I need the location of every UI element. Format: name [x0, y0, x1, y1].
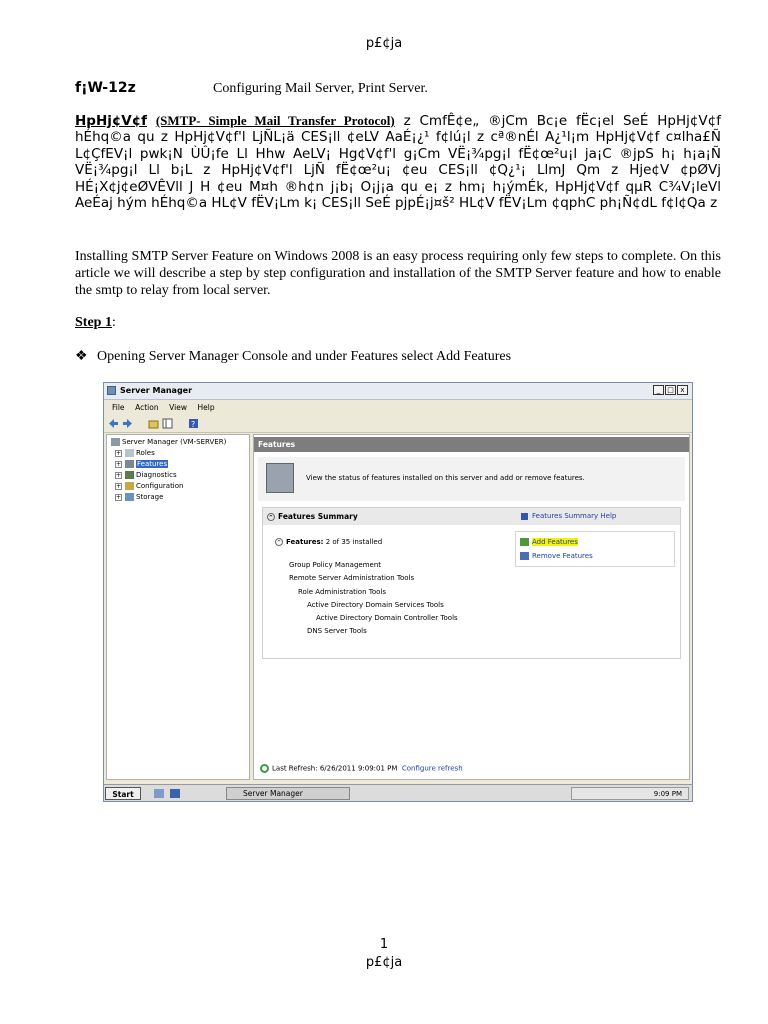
help-icon[interactable]: [188, 418, 199, 429]
step-colon: :: [111, 315, 116, 330]
actions-box: [515, 531, 675, 567]
window-controls: [653, 385, 688, 395]
server-manager-icon: [107, 386, 116, 395]
collapse-icon[interactable]: ^: [276, 540, 282, 546]
page-header: p£¢ja: [365, 36, 403, 51]
roles-icon: [125, 449, 134, 457]
installed-feature: Group Policy Management: [289, 561, 382, 569]
help-icon: [521, 513, 528, 520]
taskbar: [104, 784, 692, 802]
server-manager-screenshot: [103, 382, 693, 802]
window-titlebar: [104, 383, 692, 400]
expand-icon[interactable]: +: [116, 493, 122, 501]
toolbar: [104, 415, 692, 433]
forward-arrow-icon[interactable]: [122, 418, 133, 429]
features-count-row: ^ Features: 2 of 35 installed: [276, 538, 383, 546]
installed-feature: Active Directory Domain Controller Tools: [316, 614, 458, 622]
bullet-item: [75, 348, 511, 365]
tree-root[interactable]: Server Manager (VM-SERVER): [111, 438, 226, 446]
window-title: Server Manager: [120, 386, 193, 395]
installed-feature: DNS Server Tools: [307, 627, 367, 635]
configuration-icon: [125, 482, 134, 490]
show-hide-tree-icon[interactable]: [162, 418, 173, 429]
refresh-status: Last Refresh: 6/26/2011 9:09:01 PM Configure refresh: [260, 764, 463, 773]
maximize-button[interactable]: □: [665, 385, 676, 395]
menu-help[interactable]: Help: [197, 403, 215, 412]
start-button[interactable]: Start: [105, 787, 141, 800]
taskbar-server-manager[interactable]: Server Manager: [226, 787, 350, 800]
intro-lead: HpHj¢V¢f: [75, 113, 147, 129]
back-arrow-icon[interactable]: [108, 418, 119, 429]
menu-file[interactable]: File: [112, 403, 125, 412]
expand-icon[interactable]: +: [116, 471, 122, 479]
quicklaunch-icon[interactable]: [154, 789, 164, 798]
refresh-icon: [260, 764, 269, 773]
step-label: Step 1: [75, 315, 112, 330]
remove-features-icon: [520, 552, 529, 560]
features-pane: [253, 434, 690, 780]
add-features-icon: [520, 538, 529, 546]
exercise-title: [75, 80, 725, 97]
minimize-button[interactable]: _: [653, 385, 664, 395]
expand-icon[interactable]: +: [116, 460, 122, 468]
features-large-icon: [266, 463, 294, 493]
installed-feature: Role Administration Tools: [298, 588, 386, 596]
tree-item-diagnostics[interactable]: + Diagnostics: [116, 471, 177, 479]
menu-view[interactable]: View: [169, 403, 187, 412]
features-icon: [125, 460, 134, 468]
exercise-code: f¡W-12z: [75, 80, 136, 96]
up-folder-icon[interactable]: [148, 418, 159, 429]
quicklaunch-icon[interactable]: [170, 789, 180, 798]
english-paragraph: Installing SMTP Server Feature on Windows 2008 is an easy process requiring only few steps to complete. On this article we will describe a step by step configuration and installation of the SMTP Server feature and how to enable the smtp to relay from local server.: [75, 249, 721, 298]
configure-refresh-link[interactable]: Configure refresh: [401, 764, 463, 773]
intro-body: z CmfÊ¢e„ ®jCm Bc¡e fËc¡el SeÉ HpHj¢V¢f hÉhq©a qu z HpHj¢V¢f'l LjÑL¡ä CES¡ll ¢eLV AaÉ¡¿¹ f¢lú¡l z cª®nÉl A¿¹l¡m HpHj¢V¢f c¤lha£Ñ L¢ÇfEV¡l pwk¡N ÙÛ¡fe Ll Hhw AeLV¡ Hg¢V¢f'l g¡Cm VË¡¾pg¡l fË¢œ²u¡l ja¡C ®jpS h¡ h¡a¡Ñ VË¡¾pg¡l Ll b¡L z HpHj¢V¢f'l LjÑ fË¢œ²u¡ ¢eu CES¡ll ¢Q¿¹¡ LlmJ Qm z Hje¢V ¢pØVj HÉ¡X¢j¢eØVÊVll J H ¢eu M¤h ®h¢n j¡b¡ O¡j¡a qu e¡ z hm¡ h¡ýmÉk, HpHj¢V¢f qµR C¾V¡leVl AeÉaj hým hÉhq©a HL¢V fËV¡Lm k¡ CES¡ll SeÉ pjpÉ¡j¤š² HL¢V fËV¡Lm ¢qphC ph¡Ñ¢dL f¢l¢Qa z: [75, 113, 722, 212]
bullet-diamond-icon: ❖: [75, 349, 88, 364]
features-intro-text: View the status of features installed on this server and add or remove features.: [306, 474, 585, 482]
summary-bar: [263, 508, 680, 525]
expand-icon[interactable]: +: [116, 482, 122, 490]
svg-text:?: ?: [191, 420, 196, 429]
page-number: 1: [379, 937, 389, 952]
features-summary-box: [262, 507, 681, 659]
step-heading: [75, 315, 116, 331]
exercise-title-text: Configuring Mail Server, Print Server.: [213, 81, 428, 96]
intro-paragraph: [75, 113, 721, 211]
expand-icon[interactable]: +: [116, 449, 122, 457]
installed-feature: Active Directory Domain Services Tools: [307, 601, 444, 609]
tree-item-storage[interactable]: + Storage: [116, 493, 164, 501]
menu-action[interactable]: Action: [135, 403, 159, 412]
tree-item-features[interactable]: + Features: [116, 460, 168, 468]
page-footer: p£¢ja: [365, 955, 403, 970]
collapse-icon[interactable]: ^: [268, 515, 274, 521]
pane-header: Features: [254, 437, 689, 452]
intro-protocol: (SMTP- Simple Mail Transfer Protocol): [155, 113, 395, 128]
menu-bar: [104, 400, 692, 414]
tree-item-configuration[interactable]: + Configuration: [116, 482, 184, 490]
features-intro: [258, 457, 685, 501]
server-icon: [111, 438, 120, 446]
system-tray: [571, 787, 689, 800]
installed-feature: Remote Server Administration Tools: [289, 574, 415, 582]
remove-features-link[interactable]: Remove Features: [520, 552, 593, 560]
navigation-tree: [106, 434, 250, 780]
storage-icon: [125, 493, 134, 501]
add-features-link[interactable]: Add Features: [520, 538, 578, 546]
summary-title[interactable]: ^ Features Summary: [268, 512, 358, 521]
close-button[interactable]: x: [677, 385, 688, 395]
clock: 9:09 PM: [653, 790, 682, 798]
summary-help-link[interactable]: Features Summary Help: [521, 512, 616, 520]
diagnostics-icon: [125, 471, 134, 479]
bullet-text: Opening Server Manager Console and under Features select Add Features: [97, 349, 512, 364]
tree-item-roles[interactable]: + Roles: [116, 449, 155, 457]
